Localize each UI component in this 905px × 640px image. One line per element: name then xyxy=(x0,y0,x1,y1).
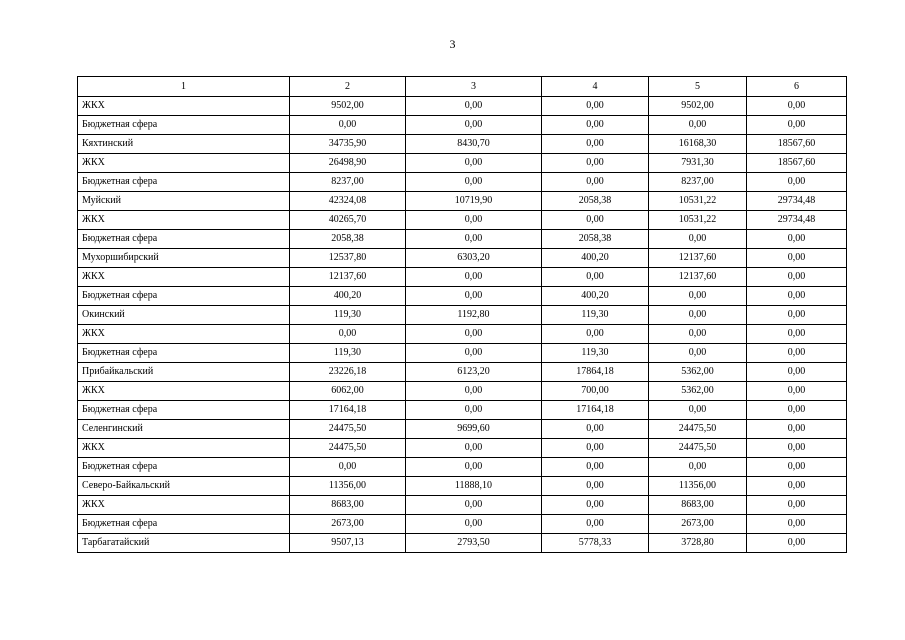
table-row xyxy=(78,268,847,287)
value-cell: 0,00 xyxy=(542,420,649,439)
value-cell: 0,00 xyxy=(649,458,747,477)
value-cell: 0,00 xyxy=(747,173,847,192)
value-cell: 0,00 xyxy=(747,534,847,553)
table-row xyxy=(78,306,847,325)
value-cell: 0,00 xyxy=(747,477,847,496)
value-cell: 11888,10 xyxy=(406,477,542,496)
value-cell: 0,00 xyxy=(406,230,542,249)
value-cell: 0,00 xyxy=(406,439,542,458)
value-cell: 3728,80 xyxy=(649,534,747,553)
value-cell: 0,00 xyxy=(406,344,542,363)
table-header-row xyxy=(78,77,847,97)
value-cell: 400,20 xyxy=(542,287,649,306)
value-cell: 0,00 xyxy=(542,173,649,192)
column-header: 4 xyxy=(542,77,649,97)
value-cell: 0,00 xyxy=(406,287,542,306)
table-row xyxy=(78,325,847,344)
value-cell: 9507,13 xyxy=(290,534,406,553)
value-cell: 0,00 xyxy=(747,344,847,363)
value-cell: 0,00 xyxy=(649,230,747,249)
value-cell: 12137,60 xyxy=(649,268,747,287)
value-cell: 9502,00 xyxy=(290,97,406,116)
value-cell: 0,00 xyxy=(406,268,542,287)
value-cell: 0,00 xyxy=(542,439,649,458)
value-cell: 0,00 xyxy=(747,420,847,439)
value-cell: 400,20 xyxy=(542,249,649,268)
value-cell: 2793,50 xyxy=(406,534,542,553)
value-cell: 400,20 xyxy=(290,287,406,306)
value-cell: 8683,00 xyxy=(649,496,747,515)
value-cell: 0,00 xyxy=(290,116,406,135)
value-cell: 26498,90 xyxy=(290,154,406,173)
table-row xyxy=(78,534,847,553)
value-cell: 34735,90 xyxy=(290,135,406,154)
value-cell: 0,00 xyxy=(406,382,542,401)
value-cell: 0,00 xyxy=(542,268,649,287)
table-row xyxy=(78,458,847,477)
value-cell: 7931,30 xyxy=(649,154,747,173)
value-cell: 12537,80 xyxy=(290,249,406,268)
value-cell: 0,00 xyxy=(542,211,649,230)
value-cell: 0,00 xyxy=(747,363,847,382)
table-row xyxy=(78,192,847,211)
table-row xyxy=(78,515,847,534)
value-cell: 119,30 xyxy=(542,344,649,363)
value-cell: 0,00 xyxy=(406,116,542,135)
table-row xyxy=(78,496,847,515)
table-row xyxy=(78,477,847,496)
row-label-cell: Мухоршибирский xyxy=(78,249,290,268)
value-cell: 0,00 xyxy=(406,97,542,116)
value-cell: 119,30 xyxy=(542,306,649,325)
value-cell: 0,00 xyxy=(406,325,542,344)
value-cell: 2673,00 xyxy=(290,515,406,534)
value-cell: 5362,00 xyxy=(649,363,747,382)
row-label-cell: Кяхтинский xyxy=(78,135,290,154)
column-header: 2 xyxy=(290,77,406,97)
value-cell: 16168,30 xyxy=(649,135,747,154)
row-label-cell: ЖКХ xyxy=(78,211,290,230)
value-cell: 6062,00 xyxy=(290,382,406,401)
value-cell: 0,00 xyxy=(542,496,649,515)
row-label-cell: ЖКХ xyxy=(78,154,290,173)
value-cell: 2673,00 xyxy=(649,515,747,534)
value-cell: 9699,60 xyxy=(406,420,542,439)
value-cell: 10531,22 xyxy=(649,192,747,211)
value-cell: 0,00 xyxy=(747,401,847,420)
table-row xyxy=(78,97,847,116)
table-row xyxy=(78,344,847,363)
value-cell: 8430,70 xyxy=(406,135,542,154)
value-cell: 17164,18 xyxy=(290,401,406,420)
value-cell: 0,00 xyxy=(747,268,847,287)
row-label-cell: Бюджетная сфера xyxy=(78,173,290,192)
value-cell: 29734,48 xyxy=(747,211,847,230)
value-cell: 0,00 xyxy=(649,116,747,135)
table-row xyxy=(78,420,847,439)
value-cell: 0,00 xyxy=(406,401,542,420)
row-label-cell: ЖКХ xyxy=(78,97,290,116)
value-cell: 0,00 xyxy=(747,287,847,306)
table-row xyxy=(78,173,847,192)
row-label-cell: Бюджетная сфера xyxy=(78,287,290,306)
row-label-cell: ЖКХ xyxy=(78,325,290,344)
value-cell: 2058,38 xyxy=(290,230,406,249)
value-cell: 0,00 xyxy=(406,211,542,230)
value-cell: 0,00 xyxy=(542,325,649,344)
table-row xyxy=(78,439,847,458)
value-cell: 0,00 xyxy=(542,154,649,173)
value-cell: 0,00 xyxy=(406,458,542,477)
value-cell: 0,00 xyxy=(406,154,542,173)
row-label-cell: ЖКХ xyxy=(78,439,290,458)
value-cell: 11356,00 xyxy=(290,477,406,496)
value-cell: 24475,50 xyxy=(290,439,406,458)
row-label-cell: Тарбагатайский xyxy=(78,534,290,553)
value-cell: 10719,90 xyxy=(406,192,542,211)
table-row xyxy=(78,211,847,230)
row-label-cell: Северо-Байкальский xyxy=(78,477,290,496)
table-row xyxy=(78,287,847,306)
value-cell: 11356,00 xyxy=(649,477,747,496)
value-cell: 10531,22 xyxy=(649,211,747,230)
value-cell: 12137,60 xyxy=(290,268,406,287)
value-cell: 0,00 xyxy=(649,401,747,420)
value-cell: 0,00 xyxy=(649,287,747,306)
value-cell: 0,00 xyxy=(542,477,649,496)
value-cell: 8237,00 xyxy=(649,173,747,192)
value-cell: 0,00 xyxy=(542,116,649,135)
value-cell: 23226,18 xyxy=(290,363,406,382)
column-header: 6 xyxy=(747,77,847,97)
value-cell: 18567,60 xyxy=(747,135,847,154)
value-cell: 0,00 xyxy=(406,515,542,534)
row-label-cell: Бюджетная сфера xyxy=(78,116,290,135)
table-row xyxy=(78,249,847,268)
value-cell: 29734,48 xyxy=(747,192,847,211)
value-cell: 5778,33 xyxy=(542,534,649,553)
row-label-cell: Бюджетная сфера xyxy=(78,230,290,249)
table-row xyxy=(78,363,847,382)
value-cell: 0,00 xyxy=(747,515,847,534)
row-label-cell: Селенгинский xyxy=(78,420,290,439)
value-cell: 0,00 xyxy=(406,173,542,192)
value-cell: 0,00 xyxy=(542,515,649,534)
value-cell: 0,00 xyxy=(649,306,747,325)
value-cell: 0,00 xyxy=(747,230,847,249)
value-cell: 24475,50 xyxy=(649,420,747,439)
value-cell: 0,00 xyxy=(290,325,406,344)
value-cell: 6123,20 xyxy=(406,363,542,382)
value-cell: 0,00 xyxy=(542,97,649,116)
table-row xyxy=(78,230,847,249)
row-label-cell: Бюджетная сфера xyxy=(78,515,290,534)
value-cell: 0,00 xyxy=(290,458,406,477)
value-cell: 0,00 xyxy=(542,458,649,477)
row-label-cell: Бюджетная сфера xyxy=(78,458,290,477)
value-cell: 0,00 xyxy=(747,249,847,268)
value-cell: 0,00 xyxy=(747,458,847,477)
row-label-cell: ЖКХ xyxy=(78,496,290,515)
value-cell: 5362,00 xyxy=(649,382,747,401)
value-cell: 40265,70 xyxy=(290,211,406,230)
value-cell: 0,00 xyxy=(542,135,649,154)
row-label-cell: ЖКХ xyxy=(78,268,290,287)
column-header: 3 xyxy=(406,77,542,97)
value-cell: 17864,18 xyxy=(542,363,649,382)
value-cell: 0,00 xyxy=(406,496,542,515)
value-cell: 8237,00 xyxy=(290,173,406,192)
value-cell: 0,00 xyxy=(747,325,847,344)
row-label-cell: Муйский xyxy=(78,192,290,211)
table-row xyxy=(78,382,847,401)
row-label-cell: Прибайкальский xyxy=(78,363,290,382)
row-label-cell: ЖКХ xyxy=(78,382,290,401)
value-cell: 0,00 xyxy=(747,116,847,135)
row-label-cell: Бюджетная сфера xyxy=(78,344,290,363)
value-cell: 12137,60 xyxy=(649,249,747,268)
value-cell: 119,30 xyxy=(290,344,406,363)
row-label-cell: Окинский xyxy=(78,306,290,325)
value-cell: 42324,08 xyxy=(290,192,406,211)
value-cell: 1192,80 xyxy=(406,306,542,325)
value-cell: 17164,18 xyxy=(542,401,649,420)
table-row xyxy=(78,401,847,420)
value-cell: 24475,50 xyxy=(290,420,406,439)
column-header: 1 xyxy=(78,77,290,97)
value-cell: 2058,38 xyxy=(542,230,649,249)
value-cell: 0,00 xyxy=(747,306,847,325)
value-cell: 0,00 xyxy=(747,382,847,401)
table-row xyxy=(78,135,847,154)
column-header: 5 xyxy=(649,77,747,97)
value-cell: 119,30 xyxy=(290,306,406,325)
value-cell: 0,00 xyxy=(747,97,847,116)
value-cell: 9502,00 xyxy=(649,97,747,116)
value-cell: 8683,00 xyxy=(290,496,406,515)
row-label-cell: Бюджетная сфера xyxy=(78,401,290,420)
table-body xyxy=(78,77,847,553)
table-row xyxy=(78,116,847,135)
value-cell: 6303,20 xyxy=(406,249,542,268)
value-cell: 24475,50 xyxy=(649,439,747,458)
value-cell: 18567,60 xyxy=(747,154,847,173)
value-cell: 0,00 xyxy=(649,325,747,344)
table-row xyxy=(78,154,847,173)
page-number: 3 xyxy=(449,37,456,51)
value-cell: 0,00 xyxy=(747,496,847,515)
value-cell: 2058,38 xyxy=(542,192,649,211)
value-cell: 0,00 xyxy=(649,344,747,363)
data-table xyxy=(77,76,847,553)
value-cell: 0,00 xyxy=(747,439,847,458)
value-cell: 700,00 xyxy=(542,382,649,401)
